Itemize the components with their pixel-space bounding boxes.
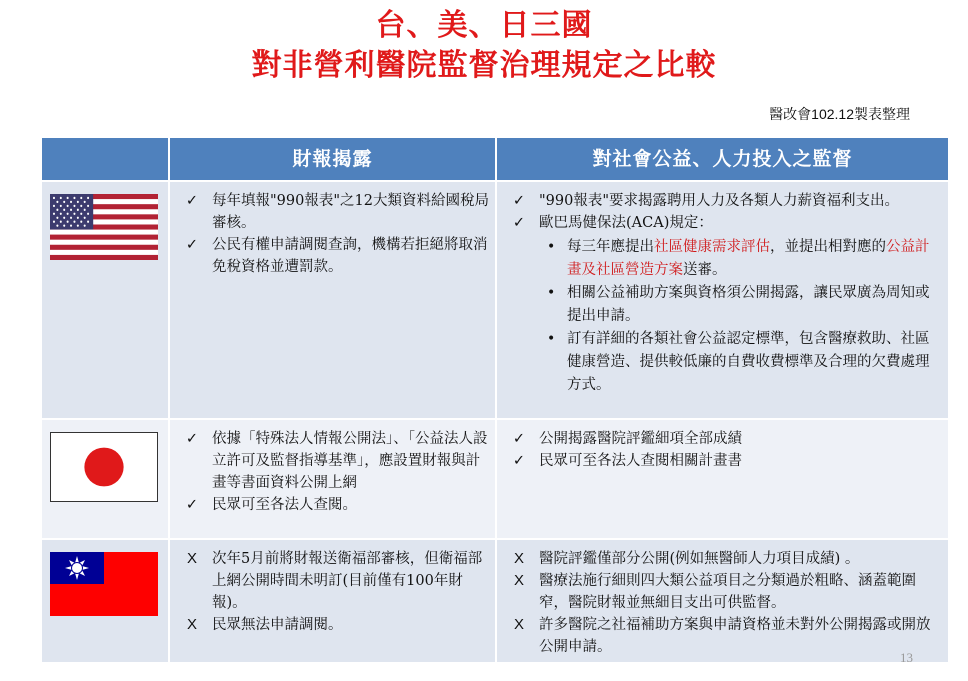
- source-note: 醫改會102.12製表整理: [769, 106, 910, 122]
- list-item: ✓ 公民有權申請調閱查詢，機構若拒絕將取消免稅資格並遭罰款。: [185, 237, 488, 275]
- list-item: X 醫療法施行細則四大類公益項目之分類過於粗略、涵蓋範圍窄，醫院財報並無細目支出可供監督。: [513, 572, 916, 611]
- list-item: ✓ 歐巴馬健保法(ACA)規定： • 每三年應提出社區健康需求評估，並提出相對應的公益計畫及社區營造方案送審。 • 相關公益補助方案與資格須公開揭露，讓民眾廣為周知或提出申請。 • 訂有詳細的各類社會公益認定標準，包含醫療救助、社區健康營造、提供較低廉的自費收費標準及合理的欠費處理方式。: [507, 212, 942, 397]
- usa-financial-cell: [170, 182, 495, 418]
- header-country-cell: [42, 138, 168, 180]
- header-financial-label: 財報揭露: [292, 148, 373, 170]
- table-header-row: [42, 138, 948, 180]
- list-item: ✓ 公開揭露醫院評鑑細項全部成績: [512, 431, 742, 447]
- list-item: ✓ 依據「特殊法人情報公開法」、「公益法人設立許可及監督指導基準」，應設置財報與計畫等書面資料公開上網: [185, 431, 488, 491]
- list-item: ✓ "990報表"要求揭露聘用人力及各類人力薪資福利支出。: [512, 193, 900, 209]
- list-item: ✓ 民眾可至各法人查閱。: [185, 497, 357, 513]
- header-oversight-cell: [497, 138, 948, 180]
- us-flag-icon: [50, 194, 158, 260]
- sub-list-item: • 相關公益補助方案與資格須公開揭露，讓民眾廣為周知或提出申請。: [547, 285, 930, 324]
- page-number: 13: [900, 650, 913, 665]
- japan-financial-cell: [170, 420, 495, 538]
- header-oversight-label: 對社會公益、人力投入之監督: [592, 148, 853, 170]
- taiwan-financial-cell: [170, 540, 495, 662]
- sub-list-item: • 訂有詳細的各類社會公益認定標準，包含醫療救助、社區健康營造、提供較低廉的自費收費標準及合理的欠費處理方式。: [547, 331, 930, 393]
- sub-list-item: • 每三年應提出社區健康需求評估，並提出相對應的公益計畫及社區營造方案送審。: [547, 239, 930, 278]
- usa-oversight-cell: [497, 182, 948, 418]
- taiwan-oversight-cell: [497, 540, 948, 662]
- list-item: X 醫院評鑑僅部分公開(例如無醫師人力項目成績) 。: [513, 550, 860, 567]
- highlight-text: 公益計畫及社區營造方案: [567, 239, 930, 278]
- table-row-taiwan: [42, 540, 948, 662]
- list-item: X 許多醫院之社福補助方案與申請資格並未對外公開揭露或開放公開申請。: [513, 616, 931, 655]
- japan-flag-icon: [50, 432, 158, 502]
- japan-oversight-cell: [497, 420, 948, 538]
- table-row-usa: [42, 182, 948, 418]
- slide-title-line2: 對非營利醫院監督治理規定之比較: [251, 48, 717, 83]
- list-item: ✓ 每年填報"990報表"之12大類資料給國稅局審核。: [185, 193, 489, 231]
- taiwan-flag-icon: [50, 552, 158, 616]
- list-item: X 民眾無法申請調閱。: [186, 616, 343, 633]
- highlight-text: 社區健康需求評估: [654, 239, 770, 255]
- aca-sublist: [539, 236, 942, 397]
- list-item: ✓ 民眾可至各法人查閱相關計畫書: [512, 453, 742, 469]
- list-item: X 次年5月前將財報送衛福部審核，但衛福部上網公開時間未明訂(目前僅有100年財報)。: [186, 550, 483, 611]
- table-row-japan: [42, 420, 948, 538]
- slide-title-line1: 台、美、日三國: [375, 8, 593, 43]
- header-financial-cell: [170, 138, 495, 180]
